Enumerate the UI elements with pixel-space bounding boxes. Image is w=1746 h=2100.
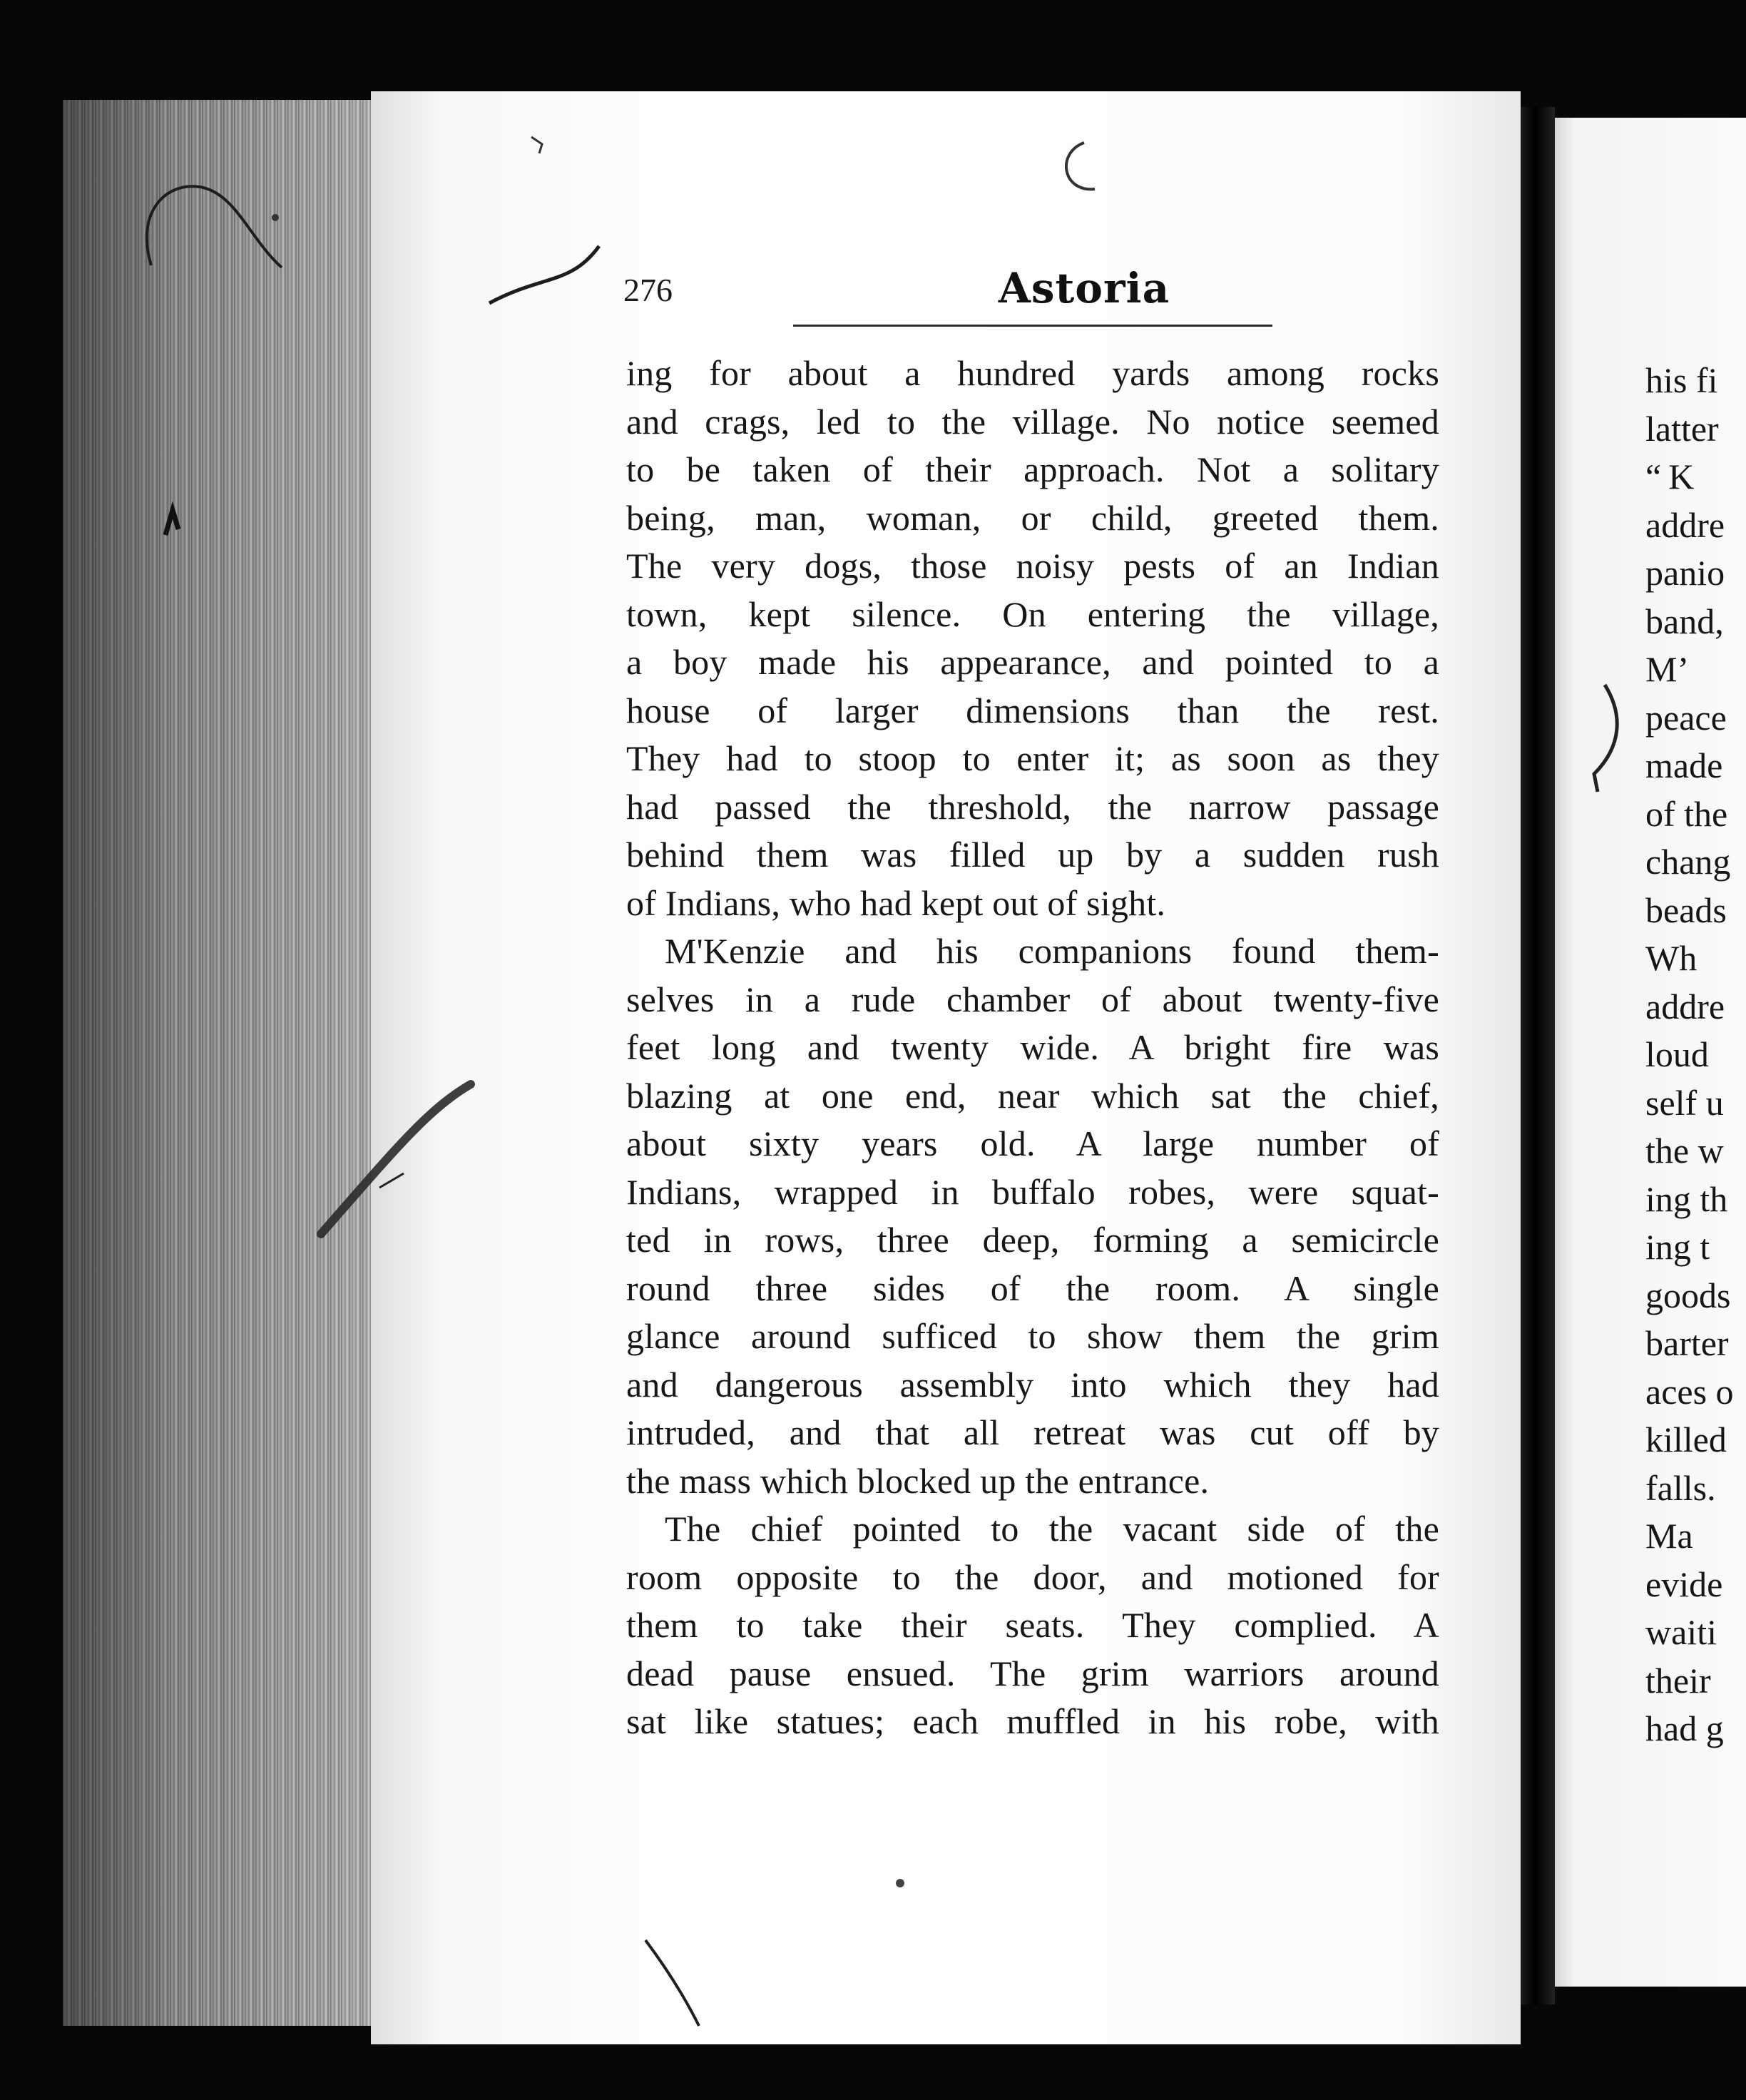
page-edge-shadow <box>63 100 391 2026</box>
right-text-fragment: beads <box>1645 890 1727 930</box>
text-line: the mass which blocked up the entrance. <box>626 1460 1210 1501</box>
right-text-fragment: of the <box>1645 793 1728 834</box>
right-text-fragment: ing t <box>1645 1227 1710 1267</box>
text-line: round three sides of the room. A single <box>626 1268 1439 1308</box>
text-line: ted in rows, three deep, forming a semicircle <box>626 1220 1439 1260</box>
right-text-fragment: goods <box>1645 1275 1731 1315</box>
text-line: behind them was filled up by a sudden rush <box>626 835 1439 875</box>
right-text-fragment: evide <box>1645 1564 1723 1604</box>
text-line: a boy made his appearance, and pointed to a <box>626 642 1439 682</box>
right-text-fragment: waiti <box>1645 1612 1717 1652</box>
right-text-fragment: had g <box>1645 1708 1724 1748</box>
right-text-fragment: “ K <box>1645 457 1695 496</box>
text-line: The very dogs, those noisy pests of an Indian <box>626 546 1439 586</box>
text-line: and dangerous assembly into which they had <box>626 1364 1439 1405</box>
right-text-fragment: their <box>1645 1660 1711 1701</box>
right-text-fragment: addre <box>1645 986 1725 1026</box>
text-line: blazing at one end, near which sat the chief, <box>626 1075 1439 1116</box>
text-line: intruded, and that all retreat was cut off by <box>626 1412 1439 1452</box>
right-text-fragment: ing th <box>1645 1178 1728 1219</box>
right-text-fragment: loud <box>1645 1034 1709 1074</box>
text-line: being, man, woman, or child, greeted them. <box>626 497 1439 538</box>
text-line: feet long and twenty wide. A bright fire was <box>626 1027 1439 1067</box>
text-line: dead pause ensued. The grim warriors around <box>626 1653 1439 1693</box>
text-line: of Indians, who had kept out of sight. <box>626 882 1166 923</box>
right-text-fragment: made <box>1645 745 1723 785</box>
right-text-fragment: Ma <box>1645 1516 1693 1556</box>
text-line: house of larger dimensions than the rest. <box>626 690 1439 730</box>
right-text-fragment: addre <box>1645 504 1725 545</box>
right-text-fragment: band, <box>1645 601 1724 641</box>
right-text-fragment: his fi <box>1645 360 1718 400</box>
text-line: them to take their seats. They complied. A <box>626 1605 1439 1645</box>
left-page-text <box>626 350 1439 1746</box>
text-line: room opposite to the door, and motioned for <box>626 1556 1439 1597</box>
text-line: The chief pointed to the vacant side of the <box>665 1509 1439 1549</box>
text-line: had passed the threshold, the narrow passage <box>626 786 1439 827</box>
right-text-fragment: chang <box>1645 842 1731 882</box>
right-page-text-fragments <box>1645 357 1746 1753</box>
right-text-fragment: panio <box>1645 553 1725 593</box>
right-text-fragment: falls. <box>1645 1467 1716 1508</box>
right-text-fragment: killed <box>1645 1419 1727 1459</box>
right-text-fragment: M’ <box>1645 649 1690 689</box>
right-text-fragment: self u <box>1645 1082 1724 1123</box>
right-text-fragment: the w <box>1645 1131 1724 1171</box>
running-head-title: Astoria <box>998 264 1170 312</box>
book-gutter <box>1521 107 1555 2004</box>
text-line: Indians, wrapped in buffalo robes, were squat- <box>626 1171 1439 1212</box>
page-number: 276 <box>623 272 673 308</box>
text-line: selves in a rude chamber of about twenty-five <box>626 979 1439 1019</box>
text-line: M'Kenzie and his companions found them- <box>665 931 1439 971</box>
text-line: about sixty years old. A large number of <box>626 1123 1439 1163</box>
text-line: glance around sufficed to show them the grim <box>626 1316 1439 1356</box>
text-line: sat like statues; each muffled in his robe, with <box>626 1701 1439 1741</box>
text-line: town, kept silence. On entering the village, <box>626 593 1439 634</box>
text-line: ing for about a hundred yards among rocks <box>626 353 1439 393</box>
right-text-fragment: aces o <box>1645 1371 1734 1412</box>
header-rule <box>793 325 1272 327</box>
text-line: to be taken of their approach. Not a solitary <box>626 449 1439 489</box>
text-line: They had to stoop to enter it; as soon as they <box>626 738 1439 778</box>
right-text-fragment: peace <box>1645 697 1727 738</box>
text-line: and crags, led to the village. No notice seemed <box>626 401 1439 442</box>
right-text-fragment: Wh <box>1645 938 1698 978</box>
right-text-fragment: latter <box>1645 408 1719 449</box>
right-text-fragment: barter <box>1645 1323 1729 1363</box>
